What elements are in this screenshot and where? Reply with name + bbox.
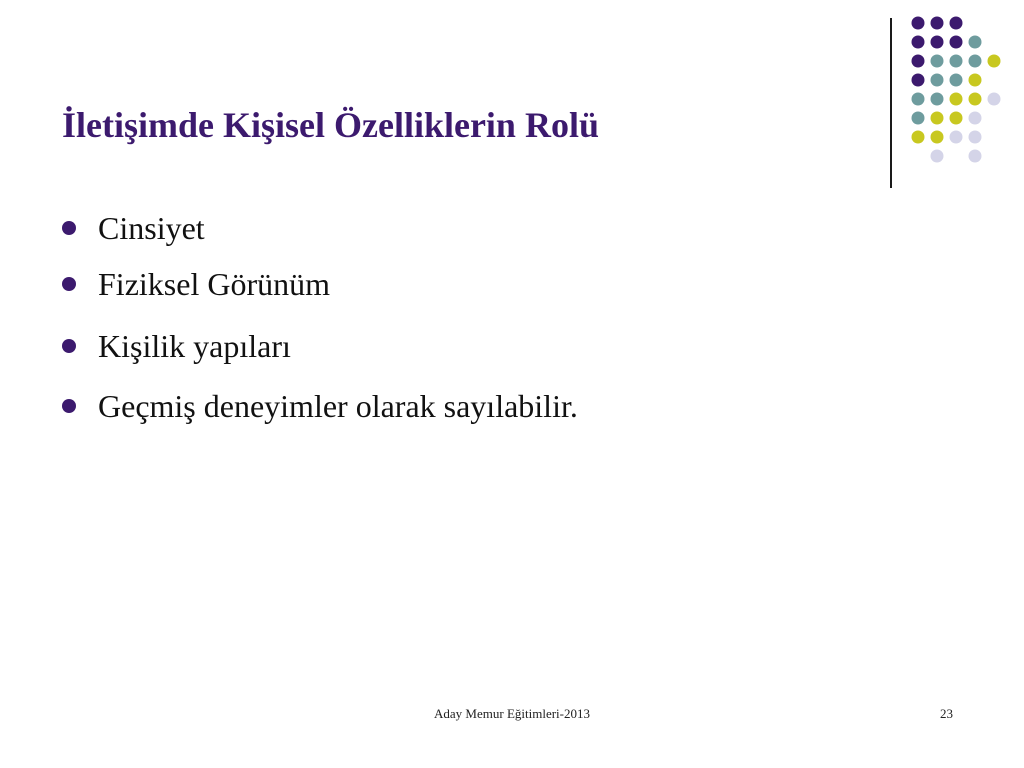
decorative-dot <box>912 131 925 144</box>
decorative-dot <box>950 55 963 68</box>
slide-title: İletişimde Kişisel Özelliklerin Rolü <box>62 105 599 145</box>
decorative-dot <box>931 112 944 125</box>
bullet-icon <box>62 277 76 291</box>
vertical-divider <box>890 18 892 188</box>
decorative-dot <box>950 93 963 106</box>
bullet-text: Cinsiyet <box>98 210 205 246</box>
bullet-icon <box>62 339 76 353</box>
decorative-dot <box>931 150 944 163</box>
decorative-dot <box>988 93 1001 106</box>
decorative-dot <box>912 112 925 125</box>
decorative-dot <box>931 131 944 144</box>
bullet-item <box>62 328 291 365</box>
bullet-item <box>62 210 205 247</box>
decorative-dot <box>950 112 963 125</box>
bullet-item <box>62 388 578 425</box>
footer-text: Aday Memur Eğitimleri-2013 <box>434 706 590 721</box>
decorative-dot <box>969 112 982 125</box>
page-number: 23 <box>940 706 953 721</box>
decorative-dot <box>969 93 982 106</box>
decorative-dot <box>931 55 944 68</box>
decorative-dot <box>950 131 963 144</box>
bullet-text: Fiziksel Görünüm <box>98 266 330 302</box>
bullet-item <box>62 266 330 303</box>
decorative-dot <box>912 74 925 87</box>
bullet-list <box>62 0 862 500</box>
decorative-dot <box>950 36 963 49</box>
decorative-dot <box>912 36 925 49</box>
decorative-dot <box>912 93 925 106</box>
decorative-dot <box>969 131 982 144</box>
decorative-dot <box>931 36 944 49</box>
decorative-dot <box>969 150 982 163</box>
decorative-dot <box>931 74 944 87</box>
decorative-dot <box>950 74 963 87</box>
decorative-dot <box>969 55 982 68</box>
bullet-text: Kişilik yapıları <box>98 328 291 364</box>
decorative-dot <box>931 93 944 106</box>
decorative-dot <box>912 17 925 30</box>
bullet-text: Geçmiş deneyimler olarak sayılabilir. <box>98 388 578 424</box>
decorative-dot <box>912 55 925 68</box>
decorative-dot <box>950 17 963 30</box>
decorative-dot <box>969 36 982 49</box>
bullet-icon <box>62 399 76 413</box>
decorative-dot <box>988 55 1001 68</box>
bullet-icon <box>62 221 76 235</box>
decorative-dot <box>931 17 944 30</box>
decorative-dot <box>969 74 982 87</box>
